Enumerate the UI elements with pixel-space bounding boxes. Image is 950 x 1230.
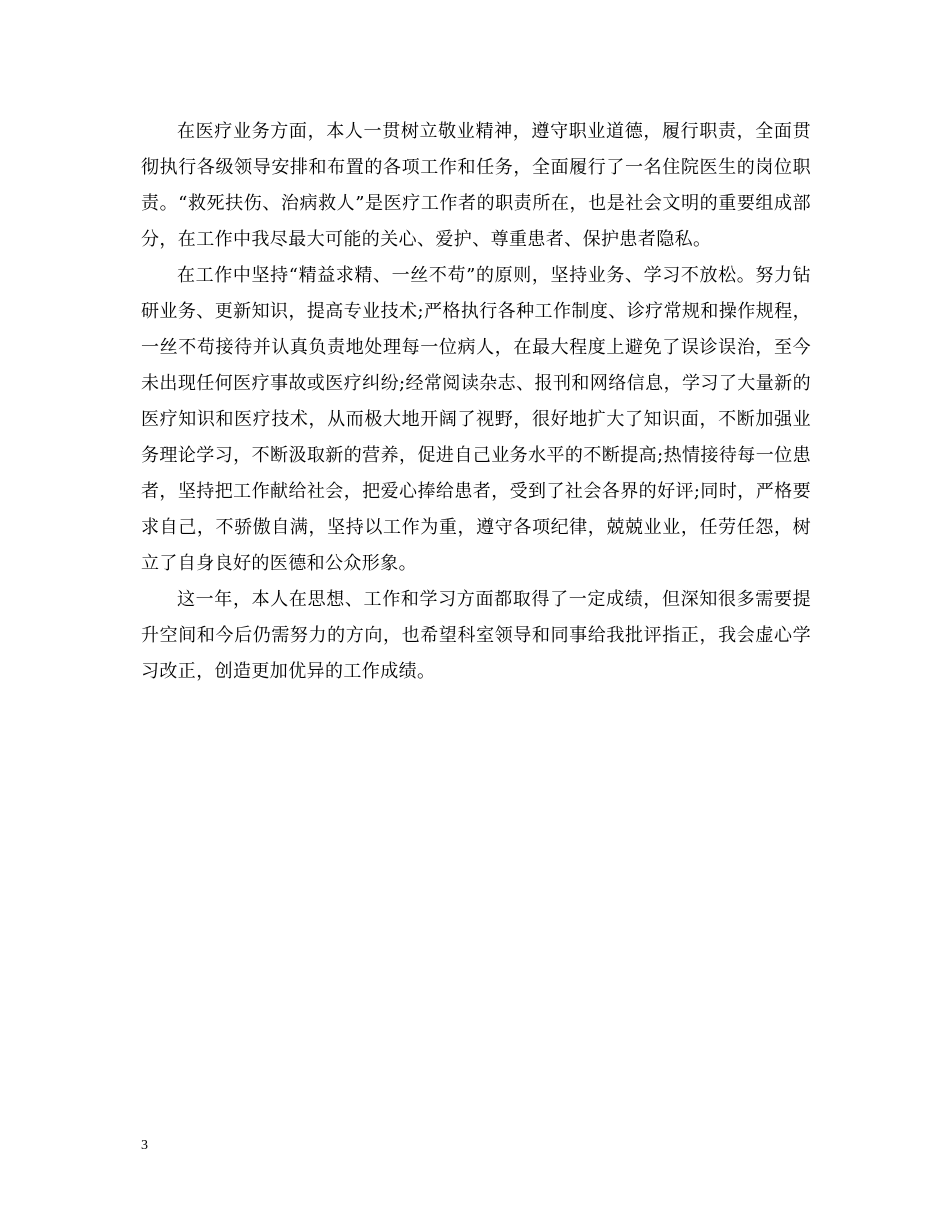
paragraph-medical-work: 在医疗业务方面，本人一贯树立敬业精神，遵守职业道德，履行职责，全面贯彻执行各级领导安排和布置的各项工作和任务，全面履行了一名住院医生的岗位职责。“救死扶伤、治病救人”是医疗工作者的职责所在，也是社会文明的重要组成部分，在工作中我尽最大可能的关心、爱护、尊重患者、保护患者隐私。	[141, 121, 811, 250]
paragraph-year-summary: 这一年，本人在思想、工作和学习方面都取得了一定成绩，但深知很多需要提升空间和今后仍需努力的方向，也希望科室领导和同事给我批评指正，我会虚心学习改正，创造更加优异的工作成绩。	[141, 589, 811, 682]
body-text	[141, 114, 811, 690]
page-number: 3	[141, 1138, 148, 1153]
paragraph-work-principles: 在工作中坚持“精益求精、一丝不苟”的原则，坚持业务、学习不放松。努力钻研业务、更新知识，提高专业技术;严格执行各种工作制度、诊疗常规和操作规程，一丝不苟接待并认真负责地处理每一位病人，在最大程度上避免了误诊误治，至今未出现任何医疗事故或医疗纠纷;经常阅读杂志、报刊和网络信息，学习了大量新的医疗知识和医疗技术，从而极大地开阔了视野，很好地扩大了知识面，不断加强业务理论学习，不断汲取新的营养，促进自己业务水平的不断提高;热情接待每一位患者，坚持把工作献给社会，把爱心捧给患者，受到了社会各界的好评;同时，严格要求自己，不骄傲自满，坚持以工作为重，遵守各项纪律，兢兢业业，任劳任怨，树立了自身良好的医德和公众形象。	[141, 265, 811, 574]
